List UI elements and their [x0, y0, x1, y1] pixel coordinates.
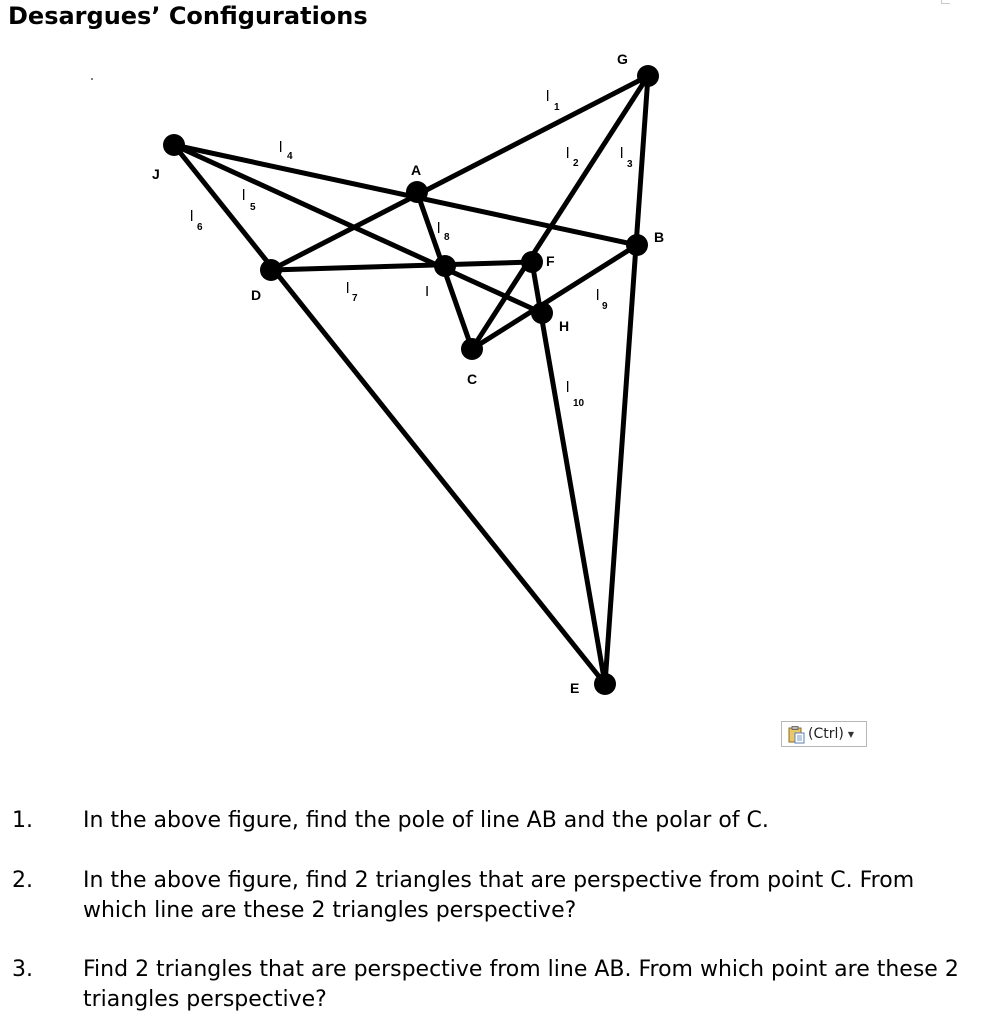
line-label-l1: l — [546, 88, 550, 105]
question-number: 1. — [12, 808, 33, 833]
point-label-f: F — [546, 253, 555, 269]
line-label-l3: l — [620, 145, 624, 162]
point-j — [163, 134, 185, 156]
point-label-i: I — [425, 283, 430, 300]
line-label-l10: l — [566, 379, 570, 396]
point-b — [626, 234, 648, 256]
line-sub-l6: 6 — [197, 222, 203, 233]
line-label-l8: l — [437, 220, 441, 237]
paste-options-button[interactable] — [781, 721, 867, 747]
line-sub-l7: 7 — [352, 293, 358, 304]
point-c — [461, 338, 483, 360]
line-sub-l4: 4 — [287, 151, 293, 162]
point-label-d: D — [251, 287, 262, 303]
line-sub-l9: 9 — [602, 301, 608, 312]
question-text: In the above figure, find 2 triangles that are perspective from point C. From which line are these 2 triangles perspective? — [83, 868, 915, 923]
point-f — [521, 251, 543, 273]
question-number: 2. — [12, 868, 33, 893]
point-label-c: C — [467, 371, 478, 387]
line-label-l2: l — [566, 145, 570, 162]
point-i — [434, 255, 456, 277]
point-h — [531, 302, 553, 324]
line-label-l6: l — [190, 208, 194, 225]
point-a — [406, 181, 428, 203]
paste-options-label: (Ctrl) — [808, 726, 844, 742]
question-text: Find 2 triangles that are perspective from line AB. From which point are these 2 triangles perspective? — [83, 957, 959, 1012]
point-label-a: A — [411, 162, 422, 178]
line-label-l9: l — [596, 287, 600, 304]
line-label-l4: l — [279, 139, 283, 156]
point-e — [594, 673, 616, 695]
segment-d-f — [271, 262, 532, 270]
question-number: 3. — [12, 957, 33, 982]
line-label-l5: l — [242, 187, 246, 204]
caret-down-icon: ▼ — [847, 729, 854, 739]
point-d — [260, 259, 282, 281]
line-sub-l3: 3 — [627, 159, 633, 170]
stray-dot — [91, 78, 93, 80]
point-g — [637, 65, 659, 87]
point-label-g: G — [617, 51, 628, 67]
point-label-j: J — [152, 166, 160, 182]
line-sub-l8: 8 — [444, 232, 450, 243]
line-sub-l1: 1 — [554, 102, 560, 113]
line-sub-l2: 2 — [573, 158, 579, 169]
clipboard-icon — [787, 725, 806, 744]
page-title: Desargues’ Configurations — [8, 2, 368, 30]
segment-g-c — [472, 76, 648, 349]
point-label-h: H — [559, 318, 570, 334]
line-sub-l5: 5 — [250, 202, 256, 213]
line-label-l7: l — [346, 280, 350, 297]
point-label-b: B — [654, 229, 665, 245]
question-text: In the above figure, find the pole of line AB and the polar of C. — [83, 808, 769, 833]
segment-j-h — [174, 145, 542, 313]
point-label-e: E — [570, 680, 580, 696]
segment-g-d — [271, 76, 648, 270]
line-sub-l10: 10 — [573, 398, 585, 409]
